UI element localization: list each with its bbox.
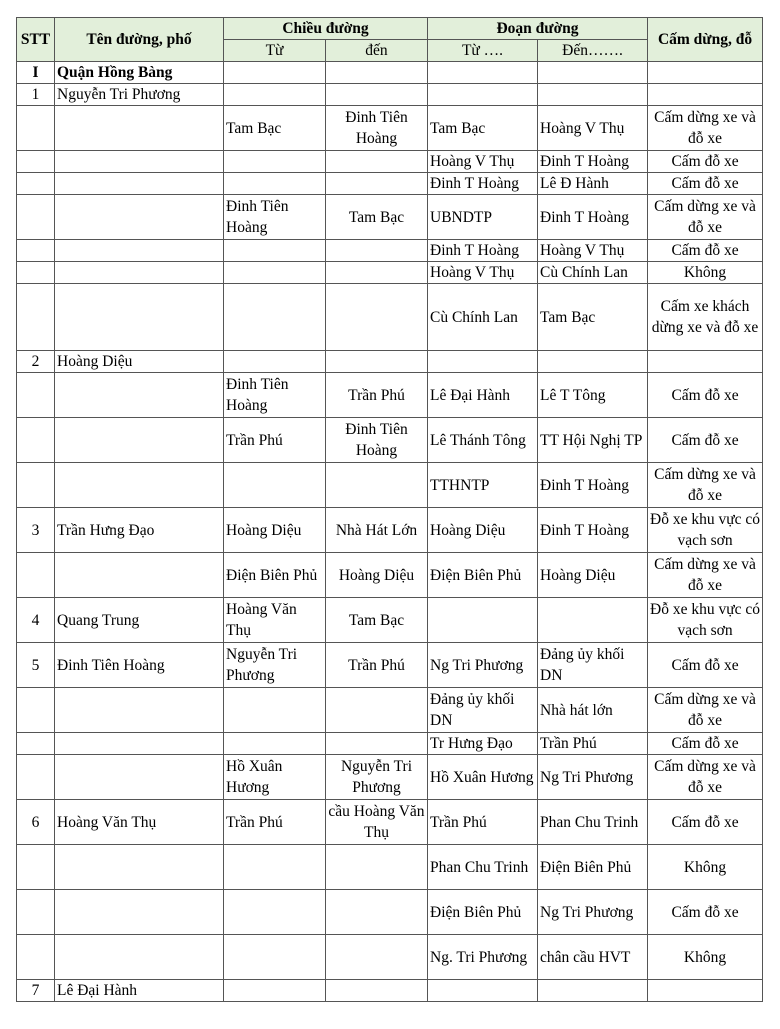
cell-segment-from: Ng Tri Phương <box>428 643 538 688</box>
cell-street: Trần Hưng Đạo <box>55 508 224 553</box>
cell-direction-from: Tam Bạc <box>224 106 326 151</box>
cell-stt: 4 <box>17 598 55 643</box>
cell-ban: Cấm đỗ xe <box>648 418 763 463</box>
cell-ban: Cấm dừng xe và đỗ xe <box>648 755 763 800</box>
cell-direction-to <box>326 980 428 1002</box>
cell-segment-to: Trần Phú <box>538 733 648 755</box>
cell-direction-from: Nguyễn Tri Phương <box>224 643 326 688</box>
group-row <box>17 62 763 84</box>
cell-segment-to: Tam Bạc <box>538 284 648 351</box>
table-row <box>17 643 763 688</box>
table-row <box>17 688 763 733</box>
table-row <box>17 262 763 284</box>
cell-stt <box>17 553 55 598</box>
cell-direction-to <box>326 935 428 980</box>
cell-street <box>55 845 224 890</box>
cell-street <box>55 240 224 262</box>
cell-segment-from: Đinh T Hoàng <box>428 240 538 262</box>
cell-direction-from <box>224 463 326 508</box>
cell-ban: Cấm đỗ xe <box>648 643 763 688</box>
table-row <box>17 508 763 553</box>
cell-stt <box>17 845 55 890</box>
cell-street <box>55 418 224 463</box>
table-row <box>17 418 763 463</box>
cell-street <box>55 553 224 598</box>
cell-segment-from <box>428 598 538 643</box>
cell-segment-from: Lê Đại Hành <box>428 373 538 418</box>
cell-stt <box>17 463 55 508</box>
cell-direction-to: Đinh Tiên Hoàng <box>326 106 428 151</box>
table-row <box>17 598 763 643</box>
cell-street: Nguyễn Tri Phương <box>55 84 224 106</box>
cell-ban: Cấm dừng xe và đỗ xe <box>648 463 763 508</box>
cell-direction-to: Trần Phú <box>326 373 428 418</box>
cell-segment-to <box>538 84 648 106</box>
header-ban: Cấm dừng, đỗ <box>648 18 763 62</box>
table-row <box>17 733 763 755</box>
cell-stt: 5 <box>17 643 55 688</box>
cell-segment-to: chân cầu HVT <box>538 935 648 980</box>
cell-direction-to <box>326 173 428 195</box>
cell-direction-from <box>224 284 326 351</box>
cell-direction-from: Đinh Tiên Hoàng <box>224 195 326 240</box>
cell-street: Đinh Tiên Hoàng <box>55 643 224 688</box>
header-direction: Chiều đường <box>224 18 428 40</box>
cell-segment-from: UBNDTP <box>428 195 538 240</box>
cell-direction-to <box>326 84 428 106</box>
table-row <box>17 755 763 800</box>
cell-stt <box>17 284 55 351</box>
cell-direction-to <box>326 733 428 755</box>
cell-direction-to: Tam Bạc <box>326 195 428 240</box>
cell-street <box>55 195 224 240</box>
cell-direction-to <box>326 890 428 935</box>
cell-direction-to: Tam Bạc <box>326 598 428 643</box>
cell-street <box>55 284 224 351</box>
cell-segment-from: Cù Chính Lan <box>428 284 538 351</box>
cell-direction-from: Trần Phú <box>224 418 326 463</box>
cell-segment-to: Đinh T Hoàng <box>538 195 648 240</box>
cell-stt <box>17 106 55 151</box>
cell-ban: Cấm dừng xe và đỗ xe <box>648 553 763 598</box>
cell-direction-from <box>224 351 326 373</box>
cell-street <box>55 755 224 800</box>
cell-ban: Cấm đỗ xe <box>648 151 763 173</box>
cell-direction-to <box>326 62 428 84</box>
cell-stt <box>17 262 55 284</box>
cell-segment-from: Phan Chu Trinh <box>428 845 538 890</box>
cell-stt: 3 <box>17 508 55 553</box>
cell-segment-to: Ng Tri Phương <box>538 755 648 800</box>
table-row <box>17 351 763 373</box>
table-row <box>17 980 763 1002</box>
cell-direction-to <box>326 151 428 173</box>
cell-direction-to: Nhà Hát Lớn <box>326 508 428 553</box>
cell-stt: 7 <box>17 980 55 1002</box>
table-row <box>17 151 763 173</box>
cell-ban: Cấm đỗ xe <box>648 173 763 195</box>
cell-segment-to: Phan Chu Trinh <box>538 800 648 845</box>
cell-direction-from <box>224 733 326 755</box>
cell-segment-to <box>538 62 648 84</box>
cell-segment-from: Hoàng Diệu <box>428 508 538 553</box>
cell-direction-to <box>326 351 428 373</box>
cell-direction-from: Trần Phú <box>224 800 326 845</box>
cell-segment-to <box>538 598 648 643</box>
table-row <box>17 373 763 418</box>
cell-segment-to: Đinh T Hoàng <box>538 151 648 173</box>
cell-segment-from <box>428 351 538 373</box>
cell-street <box>55 373 224 418</box>
cell-direction-to <box>326 262 428 284</box>
cell-street: Hoàng Văn Thụ <box>55 800 224 845</box>
cell-direction-to: Trần Phú <box>326 643 428 688</box>
cell-direction-from <box>224 62 326 84</box>
cell-ban: Cấm dừng xe và đỗ xe <box>648 688 763 733</box>
cell-ban: Cấm dừng xe và đỗ xe <box>648 106 763 151</box>
cell-direction-to: cầu Hoàng Văn Thụ <box>326 800 428 845</box>
table-row <box>17 800 763 845</box>
cell-stt <box>17 151 55 173</box>
table-row <box>17 84 763 106</box>
header-direction-to: đến <box>326 40 428 62</box>
cell-direction-to: Đinh Tiên Hoàng <box>326 418 428 463</box>
cell-stt <box>17 173 55 195</box>
cell-segment-from: Tr Hưng Đạo <box>428 733 538 755</box>
header-direction-from: Từ <box>224 40 326 62</box>
cell-segment-from: Lê Thánh Tông <box>428 418 538 463</box>
header-stt: STT <box>17 18 55 62</box>
cell-segment-to: Lê T Tông <box>538 373 648 418</box>
cell-direction-to <box>326 688 428 733</box>
header-segment-to: Đến……. <box>538 40 648 62</box>
cell-direction-from: Đinh Tiên Hoàng <box>224 373 326 418</box>
cell-ban: Cấm đỗ xe <box>648 890 763 935</box>
cell-direction-from: Hoàng Văn Thụ <box>224 598 326 643</box>
cell-segment-to: Đinh T Hoàng <box>538 508 648 553</box>
cell-street <box>55 688 224 733</box>
cell-direction-to <box>326 240 428 262</box>
cell-ban <box>648 980 763 1002</box>
table-row <box>17 195 763 240</box>
cell-segment-to <box>538 351 648 373</box>
table-row <box>17 463 763 508</box>
header-street: Tên đường, phố <box>55 18 224 62</box>
cell-segment-from: Hoàng V Thụ <box>428 262 538 284</box>
cell-direction-from: Hồ Xuân Hương <box>224 755 326 800</box>
cell-ban: Cấm đỗ xe <box>648 373 763 418</box>
cell-segment-from: Trần Phú <box>428 800 538 845</box>
cell-segment-from: Hồ Xuân Hương <box>428 755 538 800</box>
cell-ban: Cấm đỗ xe <box>648 733 763 755</box>
table-body <box>17 62 763 1002</box>
table-row <box>17 553 763 598</box>
cell-segment-to: Ng Tri Phương <box>538 890 648 935</box>
table-row <box>17 935 763 980</box>
cell-segment-from: Ng. Tri Phương <box>428 935 538 980</box>
cell-segment-from: Tam Bạc <box>428 106 538 151</box>
cell-stt <box>17 240 55 262</box>
cell-street <box>55 106 224 151</box>
cell-direction-to <box>326 284 428 351</box>
cell-direction-from: Điện Biên Phủ <box>224 553 326 598</box>
cell-segment-to: Điện Biên Phủ <box>538 845 648 890</box>
cell-street <box>55 890 224 935</box>
cell-ban <box>648 351 763 373</box>
cell-stt <box>17 195 55 240</box>
cell-street <box>55 463 224 508</box>
cell-segment-to: Cù Chính Lan <box>538 262 648 284</box>
cell-ban: Không <box>648 845 763 890</box>
cell-ban: Cấm dừng xe và đỗ xe <box>648 195 763 240</box>
cell-stt: 2 <box>17 351 55 373</box>
cell-ban <box>648 84 763 106</box>
cell-stt <box>17 733 55 755</box>
table-row <box>17 240 763 262</box>
cell-segment-from: TTHNTP <box>428 463 538 508</box>
cell-direction-to: Nguyễn Tri Phương <box>326 755 428 800</box>
cell-direction-from <box>224 890 326 935</box>
cell-stt: 1 <box>17 84 55 106</box>
cell-segment-from <box>428 84 538 106</box>
cell-segment-from <box>428 980 538 1002</box>
table-header <box>17 18 763 62</box>
cell-direction-from <box>224 240 326 262</box>
cell-direction-to: Hoàng Diệu <box>326 553 428 598</box>
cell-direction-from <box>224 84 326 106</box>
cell-segment-from: Điện Biên Phủ <box>428 890 538 935</box>
cell-direction-from <box>224 845 326 890</box>
cell-direction-from: Hoàng Diệu <box>224 508 326 553</box>
cell-direction-to <box>326 845 428 890</box>
cell-stt: I <box>17 62 55 84</box>
cell-ban: Đỗ xe khu vực có vạch sơn <box>648 598 763 643</box>
cell-stt <box>17 755 55 800</box>
cell-segment-from: Đảng ủy khối DN <box>428 688 538 733</box>
cell-street <box>55 733 224 755</box>
table-row <box>17 845 763 890</box>
cell-street: Quang Trung <box>55 598 224 643</box>
cell-direction-from <box>224 173 326 195</box>
table-row <box>17 284 763 351</box>
cell-ban: Không <box>648 262 763 284</box>
cell-street <box>55 173 224 195</box>
header-segment-from: Từ …. <box>428 40 538 62</box>
cell-segment-to: Hoàng V Thụ <box>538 106 648 151</box>
cell-stt <box>17 688 55 733</box>
cell-segment-from: Điện Biên Phủ <box>428 553 538 598</box>
cell-stt <box>17 935 55 980</box>
parking-rules-table <box>16 17 763 1002</box>
cell-segment-to: Hoàng V Thụ <box>538 240 648 262</box>
cell-street <box>55 151 224 173</box>
cell-segment-to: Nhà hát lớn <box>538 688 648 733</box>
cell-direction-from <box>224 262 326 284</box>
cell-ban: Không <box>648 935 763 980</box>
cell-ban: Cấm đỗ xe <box>648 800 763 845</box>
cell-segment-from <box>428 62 538 84</box>
cell-segment-to: Hoàng Diệu <box>538 553 648 598</box>
cell-street <box>55 262 224 284</box>
table-row <box>17 106 763 151</box>
cell-direction-from <box>224 980 326 1002</box>
cell-segment-to: Lê Đ Hành <box>538 173 648 195</box>
cell-direction-to <box>326 463 428 508</box>
cell-direction-from <box>224 151 326 173</box>
cell-stt <box>17 890 55 935</box>
cell-ban: Cấm đỗ xe <box>648 240 763 262</box>
cell-stt <box>17 373 55 418</box>
cell-segment-to: TT Hội Nghị TP <box>538 418 648 463</box>
cell-ban: Đỗ xe khu vực có vạch sơn <box>648 508 763 553</box>
cell-segment-from: Hoàng V Thụ <box>428 151 538 173</box>
cell-segment-to: Đảng ủy khối DN <box>538 643 648 688</box>
table-row <box>17 890 763 935</box>
table-row <box>17 173 763 195</box>
cell-direction-from <box>224 688 326 733</box>
cell-stt <box>17 418 55 463</box>
cell-street: Lê Đại Hành <box>55 980 224 1002</box>
cell-ban <box>648 62 763 84</box>
cell-street <box>55 935 224 980</box>
cell-direction-from <box>224 935 326 980</box>
cell-stt: 6 <box>17 800 55 845</box>
cell-ban: Cấm xe khách dừng xe và đỗ xe <box>648 284 763 351</box>
cell-street: Hoàng Diệu <box>55 351 224 373</box>
cell-segment-from: Đinh T Hoàng <box>428 173 538 195</box>
cell-street: Quận Hồng Bàng <box>55 62 224 84</box>
cell-segment-to: Đinh T Hoàng <box>538 463 648 508</box>
header-segment: Đoạn đường <box>428 18 648 40</box>
cell-segment-to <box>538 980 648 1002</box>
